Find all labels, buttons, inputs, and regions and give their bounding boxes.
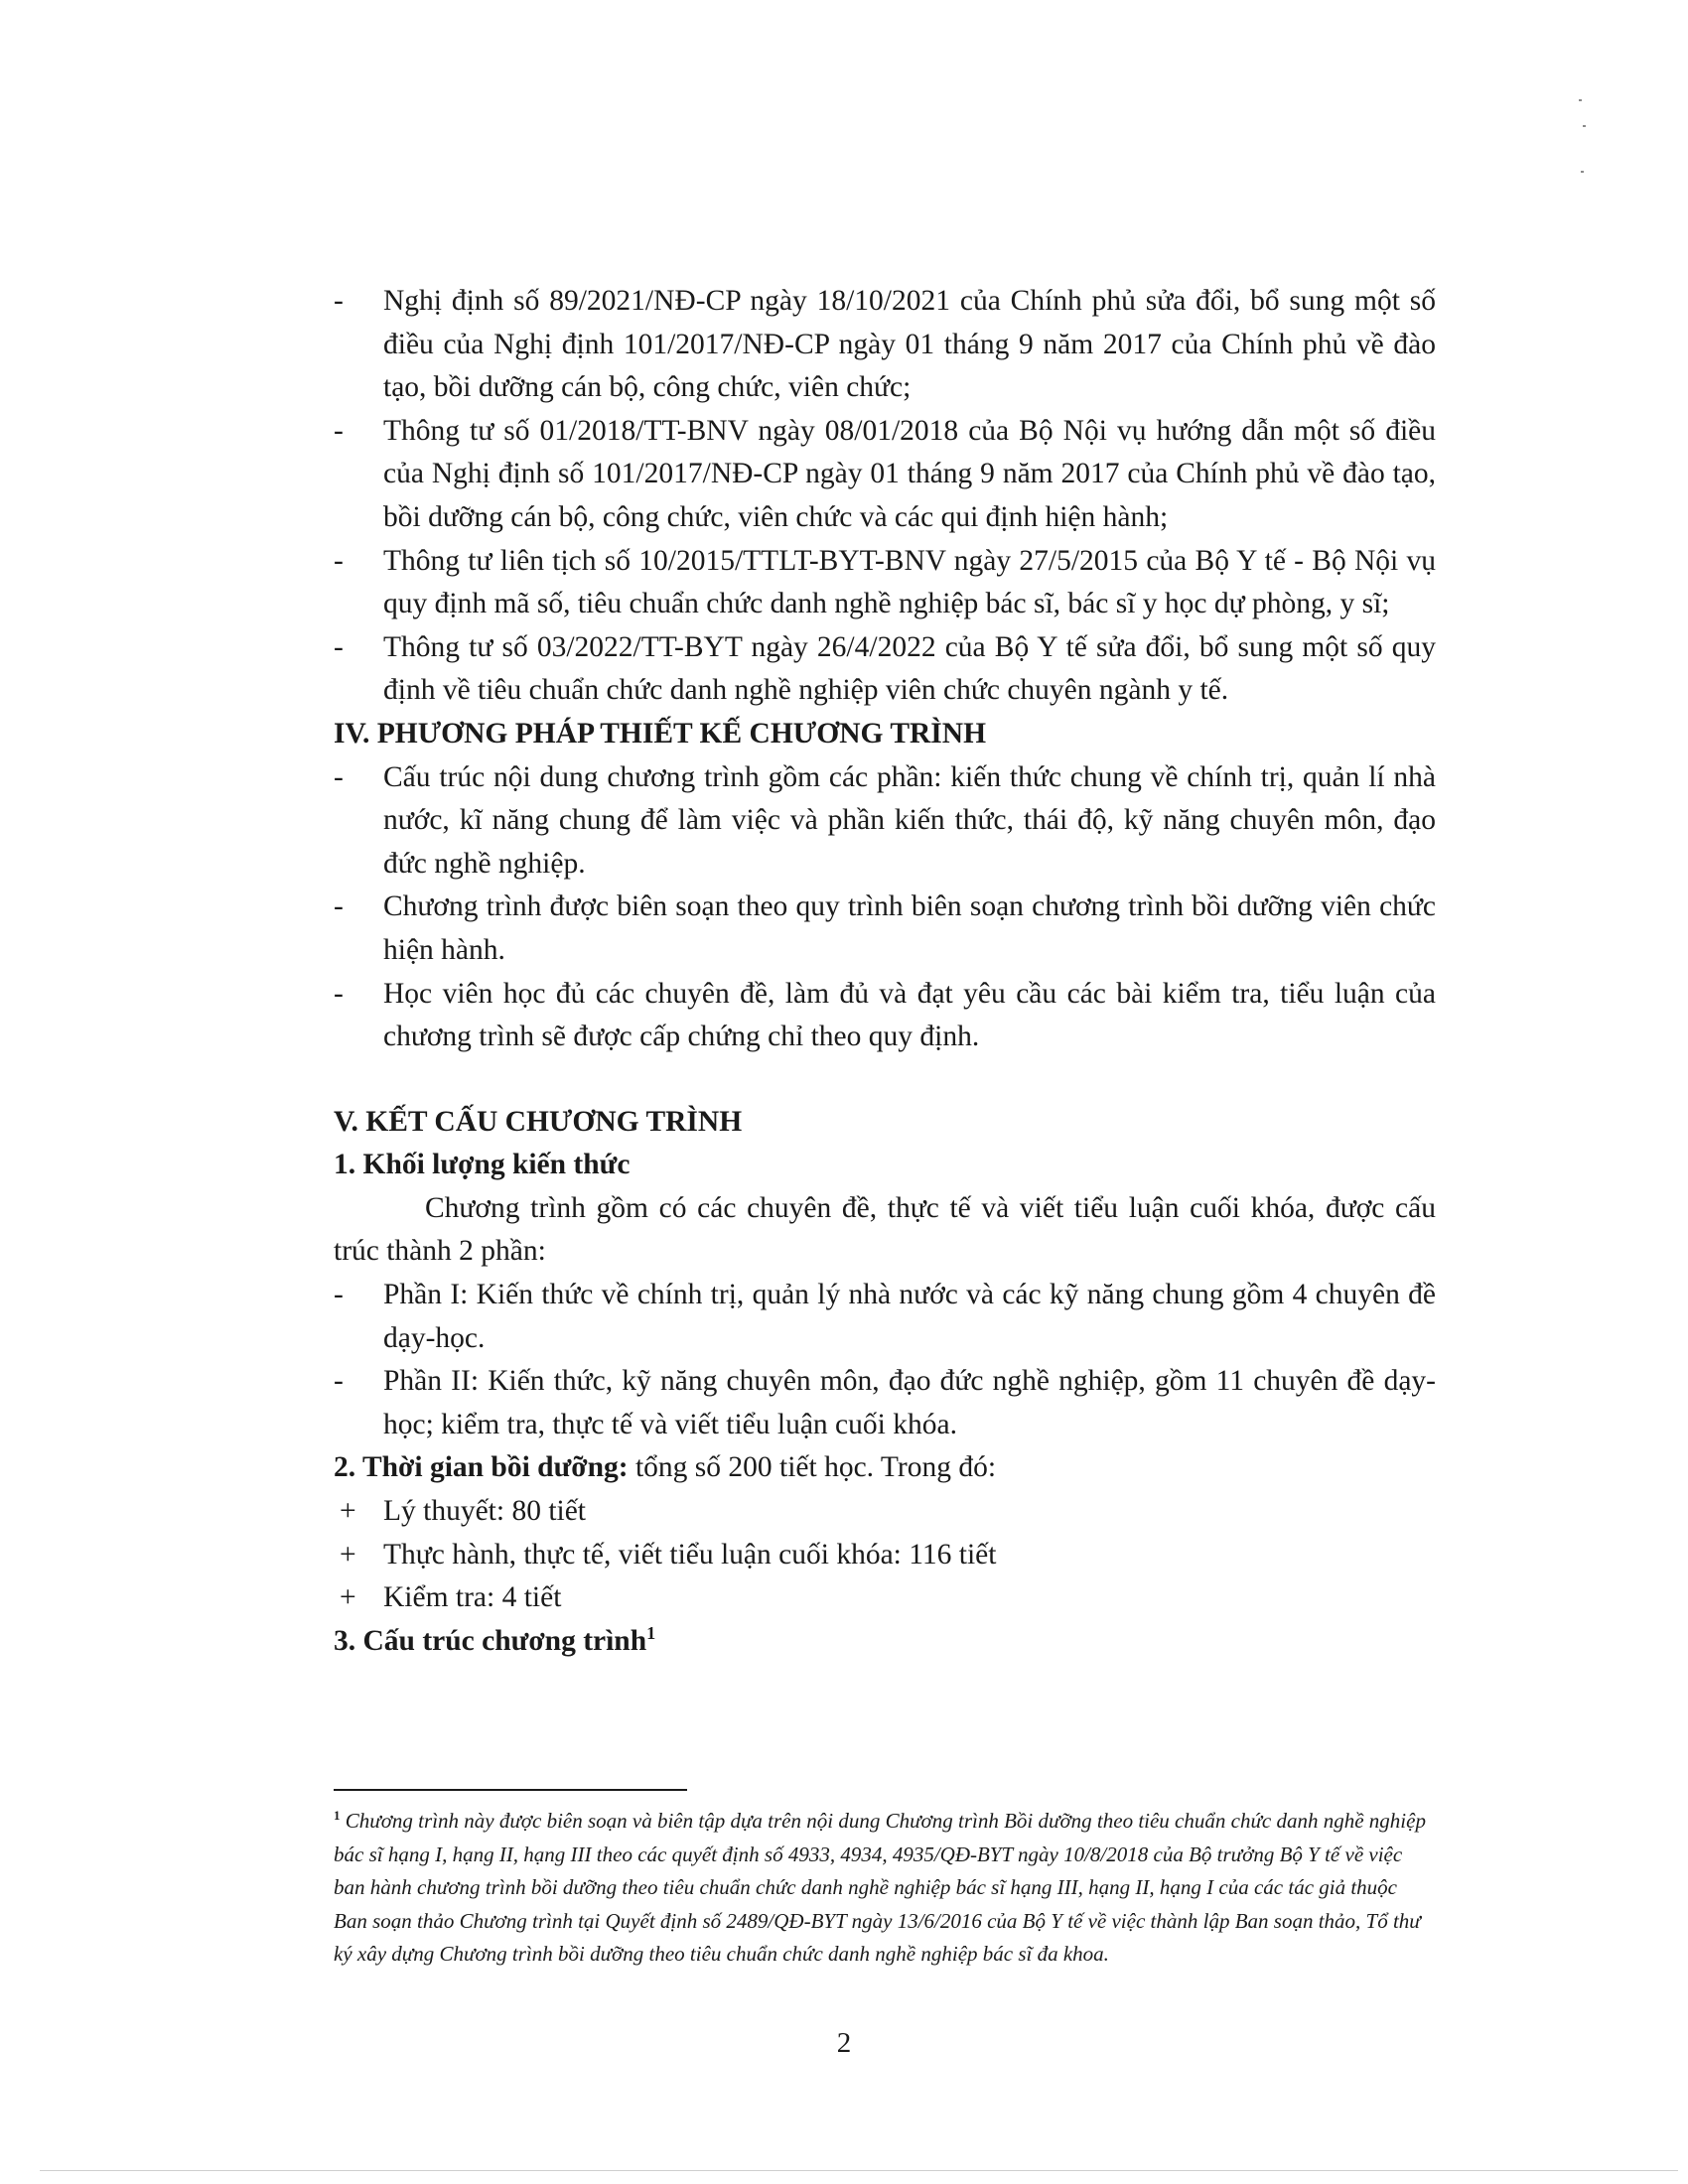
bullet-dash: - xyxy=(334,544,344,577)
legal-basis-item xyxy=(334,410,1436,540)
legal-basis-text: Thông tư liên tịch số 10/2015/TTLT-BYT-BNV ngày 27/5/2015 của Bộ Y tế - Bộ Nội vụ quy định mã số, tiêu chuẩn chức danh nghề nghiệp bác sĩ, bác sĩ y học dự phòng, y sĩ; xyxy=(383,544,1436,620)
program-structure-title: 3. Cấu trúc chương trình xyxy=(334,1624,647,1657)
legal-basis-item xyxy=(334,540,1436,626)
document-body xyxy=(334,280,1436,1663)
scan-speck xyxy=(1579,99,1582,101)
design-method-item xyxy=(334,973,1436,1059)
footnote-text: Chương trình này được biên soạn và biên tập dựa trên nội dung Chương trình Bồi dưỡng theo tiêu chuẩn chức danh nghề nghiệp bác sĩ hạng I, hạng II, hạng III theo các quyết định số 4933, 4934, 4935/QĐ-BYT ngày 10/8/2018 của Bộ trưởng Bộ Y tế về việc ban hành chương trình bồi dưỡng theo tiêu chuẩn chức danh nghề nghiệp bác sĩ hạng III, hạng II, hạng I của các tác giả thuộc Ban soạn thảo Chương trình tại Quyết định số 2489/QĐ-BYT ngày 13/6/2016 của Bộ Y tế về việc thành lập Ban soạn thảo, Tổ thư ký xây dựng Chương trình bồi dưỡng theo tiêu chuẩn chức danh nghề nghiệp bác sĩ đa khoa. xyxy=(334,1809,1426,1966)
time-breakdown-item xyxy=(334,1490,1436,1534)
footnote xyxy=(334,1805,1436,1972)
training-time-text: tổng số 200 tiết học. Trong đó: xyxy=(628,1451,997,1484)
legal-basis-text: Thông tư số 01/2018/TT-BNV ngày 08/01/2018 của Bộ Nội vụ hướng dẫn một số điều của Nghị định số 101/2017/NĐ-CP ngày 01 tháng 9 năm 2017 của Chính phủ về đào tạo, bồi dưỡng cán bộ, công chức, viên chức và các qui định hiện hành; xyxy=(383,414,1436,533)
training-time-heading: 2. Thời gian bồi dưỡng: xyxy=(334,1451,629,1484)
program-part-text: Phần I: Kiến thức về chính trị, quản lý nhà nước và các kỹ năng chung gồm 4 chuyên đề dạy-học. xyxy=(383,1279,1436,1354)
legal-basis-item xyxy=(334,626,1436,713)
bullet-dash: - xyxy=(334,760,344,793)
design-method-item xyxy=(334,756,1436,887)
program-part-item xyxy=(334,1360,1436,1446)
scan-bottom-edge xyxy=(40,2170,1678,2171)
legal-basis-text: Thông tư số 03/2022/TT-BYT ngày 26/4/2022 của Bộ Y tế sửa đổi, bổ sung một số quy định về tiêu chuẩn chức danh nghề nghiệp viên chức chuyên ngành y tế. xyxy=(383,630,1436,707)
legal-basis-text: Nghị định số 89/2021/NĐ-CP ngày 18/10/2021 của Chính phủ sửa đổi, bổ sung một số điều của Nghị định 101/2017/NĐ-CP ngày 01 tháng 9 năm 2017 của Chính phủ về đào tạo, bồi dưỡng cán bộ, công chức, viên chức; xyxy=(383,285,1436,404)
footnote-number: 1 xyxy=(334,1808,341,1823)
bullet-plus: + xyxy=(340,1538,356,1570)
knowledge-volume-intro: Chương trình gồm có các chuyên đề, thực tế và viết tiểu luận cuối khóa, được cấu trúc thành 2 phần: xyxy=(334,1191,1436,1268)
design-method-text: Học viên học đủ các chuyên đề, làm đủ và đạt yêu cầu các bài kiểm tra, tiểu luận của chương trình sẽ được cấp chứng chỉ theo quy định. xyxy=(383,977,1436,1053)
bullet-dash: - xyxy=(334,890,344,923)
section-v-heading: V. KẾT CẤU CHƯƠNG TRÌNH xyxy=(334,1105,743,1138)
design-method-text: Cấu trúc nội dung chương trình gồm các phần: kiến thức chung về chính trị, quản lí nhà nước, kĩ năng chung để làm việc và phần kiến thức, thái độ, kỹ năng chuyên môn, đạo đức nghề nghiệp. xyxy=(383,760,1436,880)
bullet-dash: - xyxy=(334,1365,344,1398)
time-breakdown-text: Kiểm tra: 4 tiết xyxy=(383,1581,562,1614)
program-structure-heading xyxy=(334,1620,1436,1664)
scan-speck xyxy=(1581,171,1584,173)
footnote-separator xyxy=(334,1789,687,1791)
scan-speck xyxy=(1583,125,1586,127)
footnote-reference[interactable]: 1 xyxy=(646,1622,656,1643)
bullet-dash: - xyxy=(334,630,344,663)
bullet-dash: - xyxy=(334,1279,344,1311)
bullet-plus: + xyxy=(340,1581,356,1614)
section-iv-heading: IV. PHƯƠNG PHÁP THIẾT KẾ CHƯƠNG TRÌNH xyxy=(334,717,987,750)
bullet-dash: - xyxy=(334,285,344,317)
paragraph-gap xyxy=(334,1059,1436,1101)
design-method-text: Chương trình được biên soạn theo quy trình biên soạn chương trình bồi dưỡng viên chức hiện hành. xyxy=(383,890,1436,966)
knowledge-volume-heading: 1. Khối lượng kiến thức xyxy=(334,1149,631,1181)
time-breakdown-text: Thực hành, thực tế, viết tiểu luận cuối khóa: 116 tiết xyxy=(383,1538,997,1570)
training-time-line xyxy=(334,1446,1436,1490)
bullet-dash: - xyxy=(334,414,344,447)
time-breakdown-text: Lý thuyết: 80 tiết xyxy=(383,1495,587,1528)
program-part-item xyxy=(334,1274,1436,1360)
legal-basis-item xyxy=(334,280,1436,410)
program-part-text: Phần II: Kiến thức, kỹ năng chuyên môn, đạo đức nghề nghiệp, gồm 11 chuyên đề dạy-học; kiểm tra, thực tế và viết tiểu luận cuối khóa. xyxy=(383,1365,1436,1440)
page-number: 2 xyxy=(836,2027,852,2059)
time-breakdown-item xyxy=(334,1534,1436,1577)
design-method-item xyxy=(334,886,1436,972)
time-breakdown-item xyxy=(334,1576,1436,1620)
bullet-plus: + xyxy=(340,1495,356,1528)
bullet-dash: - xyxy=(334,977,344,1010)
